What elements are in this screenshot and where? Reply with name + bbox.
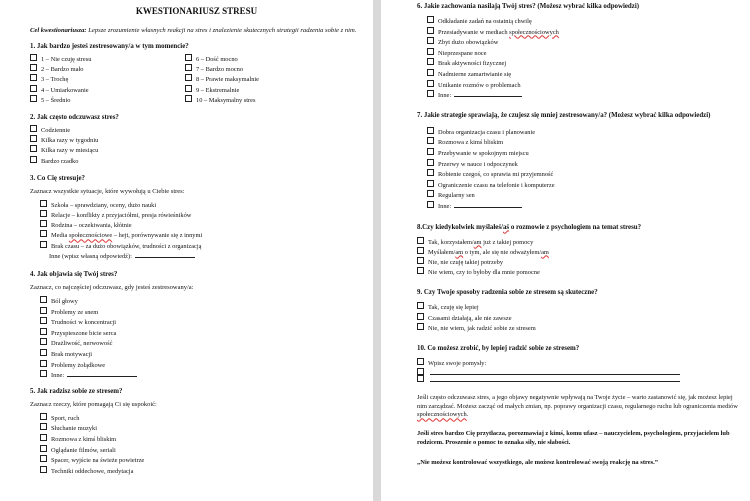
checkbox[interactable] (417, 323, 424, 330)
q5-option[interactable]: Spacer, wyjście na świeże powietrze (40, 455, 363, 466)
q3-option[interactable]: Rodzina – oczekiwania, kłótnie (40, 220, 363, 230)
checkbox[interactable] (40, 307, 47, 314)
checkbox[interactable] (185, 54, 192, 61)
checkbox[interactable] (40, 230, 47, 237)
checkbox[interactable] (427, 148, 434, 155)
q5-options (30, 413, 363, 477)
q1-option[interactable]: 9 – Ekstremalnie (185, 85, 340, 95)
checkbox[interactable] (427, 27, 434, 34)
checkbox[interactable] (40, 360, 47, 367)
q2-option[interactable]: Bardzo rzadko (30, 156, 363, 166)
q4-option[interactable]: Przyspieszone bicie serca (40, 328, 363, 339)
question-5: 5. Jak radzisz sobie ze stresem? (30, 387, 123, 395)
q10-answer-line[interactable] (430, 368, 680, 375)
q6-option[interactable]: Brak aktywności fizycznej (427, 58, 740, 69)
checkbox[interactable] (40, 466, 47, 473)
q1-option[interactable]: 7 – Bardzo mocno (185, 64, 340, 74)
q1-scale (30, 54, 363, 105)
help-paragraph: Jeśli stres bardzo Cię przytłacza, porozmawiaj z kimś, komu ufasz – nauczycielem, psychologiem, przyjacielem lub rodzicem. Proszenie o pomoc to oznaka siły, nie słabości. (417, 429, 730, 446)
q3-other: Inne (wpisz własną odpowiedź): (40, 251, 363, 261)
q4-option[interactable]: Problemy żołądkowe (40, 360, 363, 371)
q3-intro: Zaznacz wszystkie sytuacje, które wywołują u Ciebie stres: (30, 187, 185, 195)
q9-option[interactable]: Nie, nie wiem, jak radzić sobie ze stresem (417, 323, 740, 333)
checkbox[interactable] (40, 328, 47, 335)
checkbox[interactable] (40, 296, 47, 303)
checkbox[interactable] (427, 127, 434, 134)
advice-paragraph: Jeśli często odczuwasz stres, a jego objawy negatywnie wpływają na Twoje życie – warto zastanowić się, jak możesz lepiej nim zarządzać. Możesz zacząć od małych zmian, np. poprawy organizacji czasu, regularnego ruchu lub ograniczenia mediów społecznościowych. (417, 394, 738, 419)
question-1: 1. Jak bardzo jesteś zestresowany/a w tym momencie? (30, 43, 189, 50)
q4-intro: Zaznacz, co najczęściej odczuwasz, gdy jesteś zestresowany/a: (30, 284, 194, 292)
checkbox[interactable] (30, 125, 37, 132)
q7-option[interactable]: Dobra organizacja czasu i planowanie (427, 127, 740, 138)
checkbox[interactable] (30, 74, 37, 81)
checkbox[interactable] (30, 54, 37, 61)
q10-answers (417, 358, 740, 382)
q3-option[interactable]: Relacje – konflikty z przyjaciółmi, presja rówieśników (40, 210, 363, 220)
q3-options (30, 200, 363, 261)
question-2: 2. Jak często odczuwasz stres? (30, 114, 119, 122)
q6-option[interactable]: Przesiadywanie w mediach społecznościowych (427, 27, 740, 38)
checkbox[interactable] (185, 85, 192, 92)
q4-option[interactable]: Drażliwość, nerwowość (40, 338, 363, 349)
q6-option[interactable]: Unikanie rozmów o problemach (427, 80, 740, 91)
checkbox[interactable] (40, 220, 47, 227)
purpose-label: Cel kwestionariusza: (30, 27, 87, 34)
q6-other[interactable]: Inne: (427, 90, 740, 101)
question-6: 6. Jakie zachowania nasilają Twój stres? (Możesz wybrać kilka odpowiedzi) (417, 3, 640, 10)
checkbox[interactable] (417, 257, 424, 264)
q1-col-2 (185, 54, 340, 105)
q6-options (417, 16, 740, 101)
q4-option[interactable]: Ból głowy (40, 296, 363, 307)
q8-option[interactable]: Nie, nie czuję takiej potrzeby (417, 257, 740, 267)
checkbox[interactable] (427, 137, 434, 144)
checkbox[interactable] (30, 85, 37, 92)
q2-option[interactable]: Codziennie (30, 125, 363, 135)
q7-option[interactable]: Przebywanie w spokojnym miejscu (427, 148, 740, 159)
q7-option[interactable]: Rozmowa z kimś bliskim (427, 137, 740, 148)
q5-option[interactable]: Sport, ruch (40, 413, 363, 424)
q4-option[interactable]: Trudności w koncentracji (40, 317, 363, 328)
q6-option[interactable]: Odkładanie zadań na ostatnią chwilę (427, 16, 740, 27)
checkbox[interactable] (30, 95, 37, 102)
q4-option[interactable]: Brak motywacji (40, 349, 363, 360)
checkbox[interactable] (40, 370, 47, 377)
q3-other-line[interactable] (135, 251, 195, 258)
q6-option[interactable]: Nadmierne zamartwianie się (427, 69, 740, 80)
q8-option[interactable]: Myślałem/am o tym, ale się nie odważyłem/am (417, 247, 740, 257)
checkbox[interactable] (40, 210, 47, 217)
q2-option[interactable]: Kilka razy w tygodniu (30, 135, 363, 145)
checkbox[interactable] (417, 302, 424, 309)
checkbox[interactable] (40, 445, 47, 452)
q5-option[interactable]: Rozmowa z kimś bliskim (40, 434, 363, 445)
checkbox[interactable] (427, 159, 434, 166)
checkbox[interactable] (427, 169, 434, 176)
checkbox[interactable] (40, 349, 47, 356)
q7-other-line[interactable] (454, 201, 522, 208)
q4-options (30, 296, 363, 381)
q1-option[interactable]: 5 – Średnio (30, 95, 185, 105)
q7-option[interactable]: Regularny sen (427, 190, 740, 201)
checkbox[interactable] (40, 241, 47, 248)
q7-option[interactable]: Robienie czegoś, co sprawia mi przyjemność (427, 169, 740, 180)
q2-options (30, 125, 363, 166)
q1-option[interactable]: 2 – Bardzo mało (30, 64, 185, 74)
q2-option[interactable]: Kilka razy w miesiącu (30, 145, 363, 155)
checkbox[interactable] (427, 16, 434, 23)
q6-other-line[interactable] (454, 90, 522, 97)
q1-option[interactable]: 6 – Dość mocno (185, 54, 340, 64)
q7-other[interactable]: Inne: (427, 201, 740, 212)
checkbox[interactable] (40, 413, 47, 420)
checkbox[interactable] (40, 200, 47, 207)
q4-other-line[interactable] (67, 370, 137, 377)
q9-options (417, 302, 740, 333)
q7-option[interactable]: Ograniczenie czasu na telefonie i komputerze (427, 180, 740, 191)
checkbox[interactable] (417, 375, 424, 382)
checkbox[interactable] (30, 156, 37, 163)
checkbox[interactable] (427, 90, 434, 97)
page-left (0, 0, 373, 501)
q9-option[interactable]: Czasami działają, ale nie zawsze (417, 313, 740, 323)
checkbox[interactable] (40, 455, 47, 462)
q1-col-1 (30, 54, 185, 105)
purpose-text (30, 26, 363, 35)
checkbox[interactable] (40, 317, 47, 324)
q10-line[interactable] (417, 368, 740, 375)
checkbox[interactable] (427, 190, 434, 197)
q9-option[interactable]: Tak, czuję się lepiej (417, 302, 740, 312)
question-3: 3. Co Cię stresuje? (30, 174, 85, 182)
q5-option[interactable]: Oglądanie filmów, seriali (40, 445, 363, 456)
checkbox[interactable] (40, 338, 47, 345)
q1-option[interactable]: 10 – Maksymalny stres (185, 95, 340, 105)
checkbox[interactable] (417, 237, 424, 244)
checkbox[interactable] (417, 267, 424, 274)
checkbox[interactable] (30, 145, 37, 152)
q3-option[interactable]: Brak czasu – za dużo obowiązków, trudności z organizacją (40, 241, 363, 251)
q7-option[interactable]: Przerwy w nauce i odpoczynek (427, 159, 740, 170)
q10-line[interactable] (417, 375, 740, 382)
checkbox[interactable] (427, 201, 434, 208)
checkbox[interactable] (427, 58, 434, 65)
checkbox[interactable] (40, 434, 47, 441)
q1-option[interactable]: 8 – Prawie maksymalnie (185, 74, 340, 84)
checkbox[interactable] (30, 64, 37, 71)
question-4: 4. Jak objawia się Twój stres? (30, 271, 118, 279)
checkbox[interactable] (185, 74, 192, 81)
purpose-body: Lepsze zrozumienie własnych reakcji na stres i znalezienie skutecznych strategii radzenia sobie z nim. (88, 27, 357, 34)
q5-option[interactable]: Słuchanie muzyki (40, 423, 363, 434)
q4-option[interactable]: Problemy ze snem (40, 307, 363, 318)
page-right (381, 0, 750, 501)
checkbox[interactable] (185, 95, 192, 102)
q6-option[interactable]: Zbyt dużo obowiązków (427, 37, 740, 48)
checkbox[interactable] (30, 135, 37, 142)
q7-options (417, 127, 740, 212)
q1-option[interactable]: 3 – Trochę (30, 74, 185, 84)
checkbox[interactable] (417, 368, 424, 375)
q10-write-label: Wpisz swoje pomysły: (417, 358, 740, 368)
checkbox[interactable] (427, 80, 434, 87)
closing-quote: „Nie możesz kontrolować wszystkiego, ale możesz kontrolować swoją reakcję na stres.” (417, 459, 659, 467)
q1-option[interactable]: 4 – Umiarkowanie (30, 85, 185, 95)
q8-option[interactable]: Nie wiem, czy to byłoby dla mnie pomocne (417, 267, 740, 277)
question-8: 8.Czy kiedykolwiek myślałeś/aś o rozmowie z psychologiem na temat stresu? (417, 223, 642, 231)
checkbox[interactable] (40, 423, 47, 430)
q10-answer-line[interactable] (430, 375, 680, 382)
q1-option[interactable]: 1 – Nie czuję stresu (30, 54, 185, 64)
q5-intro: Zaznacz rzeczy, które pomagają Ci się uspokoić: (30, 400, 157, 408)
q8-option[interactable]: Tak, korzystałem/am już z takiej pomocy (417, 237, 740, 247)
question-7: 7. Jakie strategie sprawiają, że czujesz się mniej zestresowany/a? (Możesz wybrać kilka odpowiedzi) (417, 111, 711, 119)
checkbox[interactable] (417, 313, 424, 320)
checkbox[interactable] (427, 37, 434, 44)
q6-option[interactable]: Nieprzespane noce (427, 48, 740, 59)
question-10: 10. Co możesz zrobić, by lepiej radzić sobie ze stresem? (417, 344, 580, 352)
checkbox[interactable] (417, 358, 424, 365)
checkbox[interactable] (427, 69, 434, 76)
q8-options (417, 237, 740, 278)
checkbox[interactable] (427, 48, 434, 55)
q3-option[interactable]: Szkoła – sprawdziany, oceny, dużo nauki (40, 200, 363, 210)
checkbox[interactable] (185, 64, 192, 71)
document-title: KWESTIONARIUSZ STRESU (135, 6, 258, 16)
q5-option[interactable]: Techniki oddechowe, medytacja (40, 466, 363, 477)
q4-other[interactable]: Inne: (40, 370, 363, 381)
question-9: 9. Czy Twoje sposoby radzenia sobie ze stresem są skuteczne? (417, 289, 598, 297)
checkbox[interactable] (417, 247, 424, 254)
q3-option[interactable]: Media społecznościowe – hejt, porównywanie się z innymi (40, 230, 363, 240)
checkbox[interactable] (427, 180, 434, 187)
